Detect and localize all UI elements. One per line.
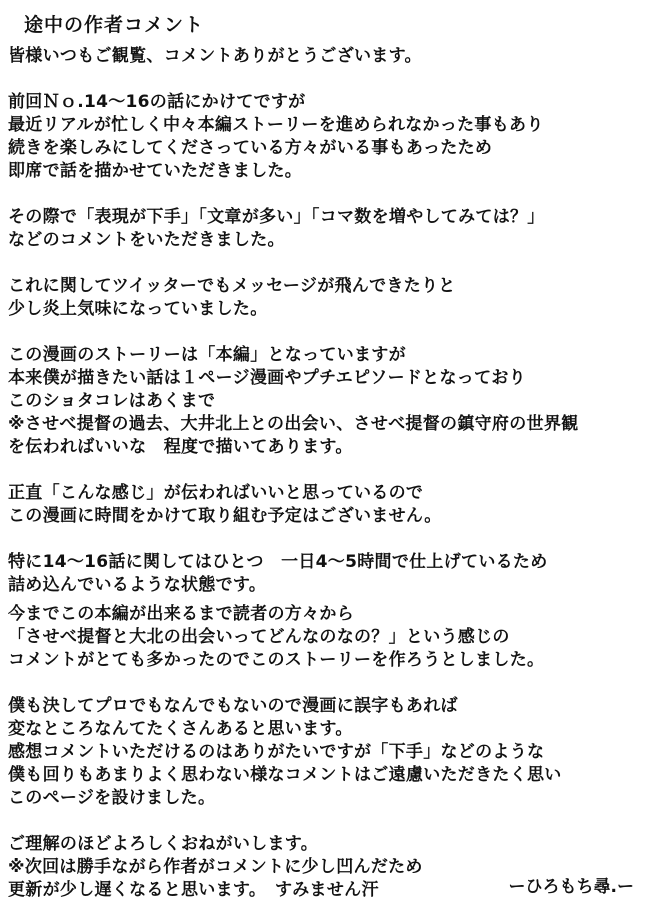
text-line: このページを設けました。: [8, 788, 216, 808]
text-line: 本来僕が描きたい話は１ページ漫画やプチエピソードとなっており: [8, 368, 526, 388]
text-line: 詰め込んでいるような状態です。: [8, 575, 267, 595]
text-line: 即席で話を描かせていただきました。: [8, 161, 303, 181]
text-line: コメントがとても多かったのでこのストーリーを作ろうとしました。: [8, 650, 545, 670]
text-line: その際で「表現が下手」「文章が多い」「コマ数を増やしてみては？」: [8, 207, 545, 227]
text-line: ご理解のほどよろしくおねがいします。: [8, 834, 319, 854]
text-line: 更新が少し遅くなると思います。 すみません汗: [8, 880, 379, 900]
text-line: ※させべ提督の過去、大井北上との出会い、させべ提督の鎮守府の世界観: [8, 414, 579, 434]
paragraph-gap: [8, 321, 644, 344]
paragraph-gap: [8, 183, 644, 206]
paragraph-gap: [8, 672, 644, 695]
text-line: この漫画のストーリーは「本編」となっていますが: [8, 345, 406, 365]
text-line: を伝わればいいな 程度で描いてあります。: [8, 437, 353, 457]
text-line: 感想コメントいただけるのはありがたいですが「下手」などのような: [8, 742, 545, 762]
text-line: 今までこの本編が出来るまで読者の方々から: [8, 604, 354, 624]
text-line: 特に14～16話に関してはひとつ 一日4～5時間で仕上げているため: [8, 552, 548, 572]
text-line: 続きを楽しみにしてくださっている方々がいる事もあったため: [8, 138, 493, 158]
paragraph-gap: [8, 68, 644, 91]
text-line: 最近リアルが忙しく中々本編ストーリーを進められなかった事もあり: [8, 115, 544, 135]
text-line: このショタコレはあくまで: [8, 391, 216, 411]
text-line: これに関してツイッターでもメッセージが飛んできたりと: [8, 276, 456, 296]
text-line: この漫画に時間をかけて取り組む予定はございません。: [8, 506, 442, 526]
text-line: 僕も回りもあまりよく思わない様なコメントはご遠慮いただきたく思い: [8, 765, 562, 785]
paragraph-gap: [8, 528, 644, 551]
text-line: ※次回は勝手ながら作者がコメントに少し凹んだため: [8, 857, 423, 877]
paragraph-gap: [8, 810, 644, 833]
page-title: 途中の作者コメント: [24, 14, 205, 36]
paragraph-gap: [8, 252, 644, 275]
text-line: 前回Ｎｏ.14～16の話にかけてですが: [8, 92, 306, 112]
text-line: 変なところなんてたくさんあると思います。: [8, 719, 353, 739]
text-line: 「させべ提督と大北の出会いってどんなのなの？」という感じの: [8, 627, 510, 647]
author-signature: ーひろもち尋.ー: [508, 877, 634, 897]
text-line: 皆様いつもご観覧、コメントありがとうございます。: [8, 46, 422, 66]
comment-body: [8, 45, 644, 902]
text-line: 正直「こんな感じ」が伝わればいいと思っているので: [8, 483, 424, 503]
text-line: 少し炎上気味になっていました。: [8, 299, 268, 319]
text-line: などのコメントをいただきました。: [8, 230, 285, 250]
text-line: 僕も決してプロでもなんでもないので漫画に誤字もあれば: [8, 696, 458, 716]
paragraph-gap: [8, 459, 644, 482]
